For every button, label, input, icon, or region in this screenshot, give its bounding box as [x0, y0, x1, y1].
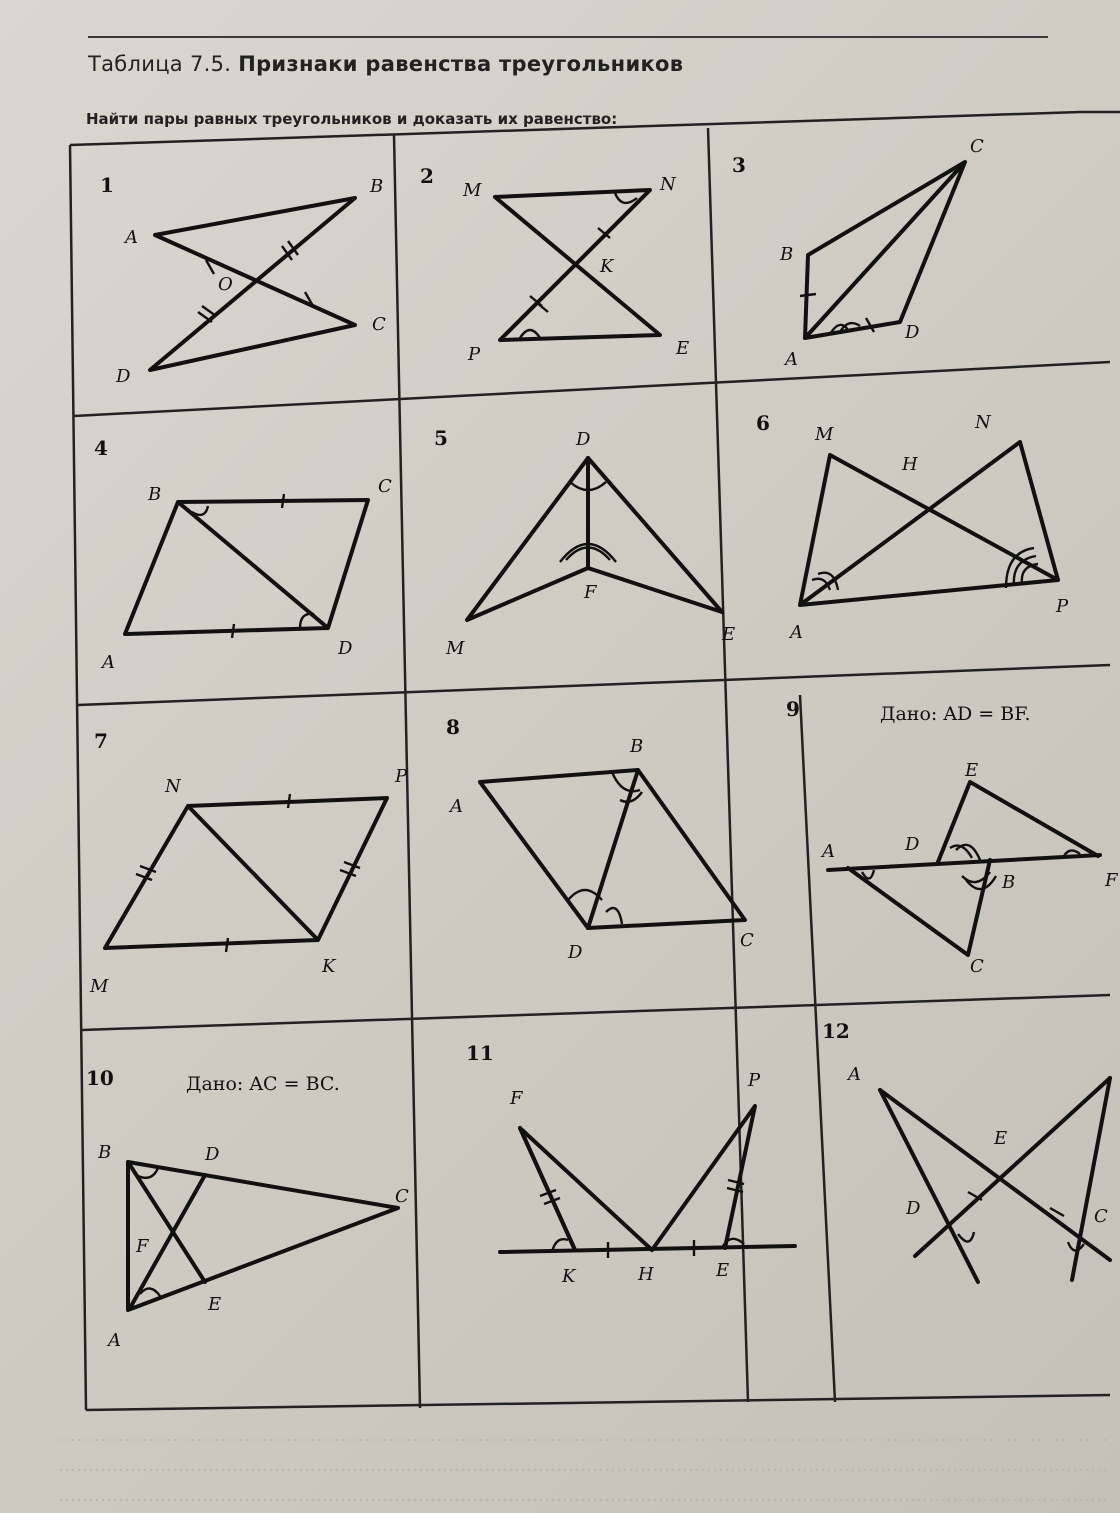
fig5-label-F: F	[584, 582, 597, 603]
fig6-label-A: A	[790, 622, 803, 643]
fig7-label-K: K	[322, 956, 336, 977]
fig2-label-E: E	[676, 338, 690, 359]
fig2-label-M: M	[463, 180, 482, 201]
figure-5	[445, 429, 735, 659]
fig9-label-E: E	[965, 760, 979, 781]
cell-number-12: 12	[822, 1019, 850, 1043]
fig9-label-A: A	[822, 841, 835, 862]
fig8-label-A: A	[450, 796, 463, 817]
cell-number-9: 9	[786, 697, 800, 721]
fig11-label-F: F	[510, 1088, 523, 1109]
fig12-label-C: C	[1094, 1206, 1108, 1227]
fig8-label-D: D	[568, 942, 583, 963]
cell-number-5: 5	[434, 426, 448, 450]
fig1-label-O: O	[218, 274, 233, 295]
fig3-label-B: B	[780, 244, 794, 265]
figure-2	[462, 174, 689, 365]
fig8-label-C: C	[740, 930, 754, 951]
fig10-given: Дано: AC = BC.	[186, 1073, 340, 1095]
figure-6	[788, 412, 1069, 643]
fig9-label-D: D	[905, 834, 920, 855]
fig10-label-A: A	[108, 1330, 121, 1351]
fig10-label-C: C	[395, 1186, 409, 1207]
fig9-label-C: C	[970, 956, 984, 977]
title-main: Признаки равенства треугольников	[238, 52, 684, 76]
figure-9	[820, 703, 1119, 977]
cell-number-4: 4	[94, 436, 108, 460]
fig2-label-P: P	[468, 344, 481, 365]
fig3-label-C: C	[970, 136, 984, 157]
figure-12	[846, 1064, 1110, 1282]
fig4-label-C: C	[378, 476, 392, 497]
cell-number-8: 8	[446, 715, 460, 739]
cell-number-3: 3	[732, 153, 746, 177]
fig11-label-H: H	[638, 1264, 654, 1285]
fig2-label-N: N	[660, 174, 676, 195]
fig7-label-N: N	[165, 776, 181, 797]
fig7-label-M: M	[90, 976, 109, 997]
fig7-label-P: P	[395, 766, 408, 787]
fig1-label-D: D	[116, 366, 131, 387]
fig11-label-E: E	[716, 1260, 730, 1281]
fig11-label-P: P	[748, 1070, 761, 1091]
fig3-label-D: D	[905, 322, 920, 343]
cell-number-7: 7	[94, 729, 108, 753]
fig6-label-N: N	[975, 412, 991, 433]
fig5-label-E: E	[722, 624, 736, 645]
task-instruction: Найти пары равных треугольников и доказать их равенство:	[86, 110, 618, 128]
fig2-label-K: K	[600, 256, 614, 277]
fig5-label-D: D	[576, 429, 591, 450]
fig6-label-H: H	[902, 454, 918, 475]
fig12-label-D: D	[906, 1198, 921, 1219]
cell-number-10: 10	[86, 1066, 114, 1090]
fig4-label-D: D	[338, 638, 353, 659]
fig6-label-P: P	[1056, 596, 1069, 617]
fig12-label-A: A	[848, 1064, 861, 1085]
fig3-label-A: A	[785, 349, 798, 370]
figure-7	[89, 766, 408, 997]
cell-number-6: 6	[756, 411, 770, 435]
fig10-label-E: E	[208, 1294, 222, 1315]
title-prefix: Таблица 7.5.	[88, 52, 232, 76]
fig9-label-F: F	[1105, 870, 1118, 891]
figure-10	[97, 1073, 409, 1351]
fig12-label-E: E	[994, 1128, 1008, 1149]
fig1-label-A: A	[125, 227, 138, 248]
fig4-label-B: B	[148, 484, 162, 505]
fig1-label-B: B	[370, 176, 384, 197]
fig6-label-M: M	[815, 424, 834, 445]
figure-1	[115, 176, 386, 387]
fig10-label-F: F	[136, 1236, 149, 1257]
fig4-label-A: A	[102, 652, 115, 673]
fig9-given: Дано: AD = BF.	[880, 703, 1031, 725]
fig1-label-C: C	[372, 314, 386, 335]
cell-number-1: 1	[100, 173, 114, 197]
figure-11	[500, 1070, 795, 1287]
figure-4	[100, 476, 392, 673]
fig8-label-B: B	[630, 736, 644, 757]
cell-number-11: 11	[466, 1041, 494, 1065]
fig5-label-M: M	[446, 638, 465, 659]
cell-number-2: 2	[420, 164, 434, 188]
fig10-label-D: D	[205, 1144, 220, 1165]
fig9-label-B: B	[1002, 872, 1016, 893]
fig10-label-B: B	[98, 1142, 112, 1163]
figure-3	[779, 136, 984, 370]
fig11-label-K: K	[562, 1266, 576, 1287]
figure-8	[448, 736, 754, 963]
paper-lines	[60, 1440, 1110, 1500]
